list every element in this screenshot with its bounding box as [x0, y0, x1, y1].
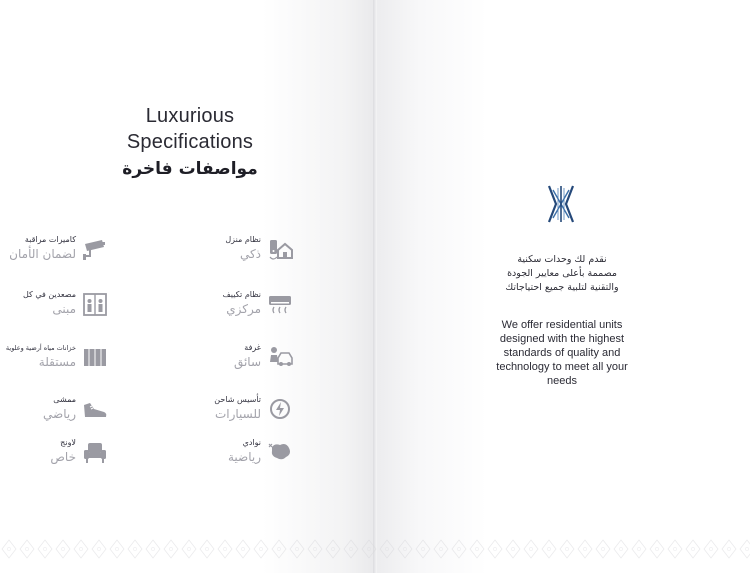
feature-label: كاميرات مراقبة — [24, 235, 76, 244]
feature-walkway — [0, 394, 143, 428]
feature-label: نظام تكييف — [222, 290, 261, 299]
intro-english — [478, 318, 646, 388]
feature-sublabel: لضمان الأمان — [9, 247, 76, 261]
sneaker-icon — [82, 396, 108, 422]
feature-driver-room — [143, 342, 293, 376]
intro-english-line1: We offer residential units — [501, 319, 623, 331]
ev-charger-icon — [267, 396, 293, 422]
feature-sublabel: مبنى — [52, 302, 76, 316]
feature-label: نظام منزل — [225, 235, 261, 244]
heading-english-line1: Luxurious — [145, 105, 235, 127]
intro-english-line4: technology to meet all your — [496, 361, 628, 373]
feature-sublabel: مركزي — [226, 302, 261, 316]
intro-arabic-line2: مصممة بأعلى معايير الجودة — [507, 268, 617, 279]
feature-label: خزانات مياه أرضية وعلوية — [5, 344, 76, 352]
intro-arabic — [478, 253, 646, 295]
heading-arabic: مواصفات فاخرة — [122, 159, 258, 179]
heading-english — [100, 103, 280, 155]
feature-sports-clubs — [143, 437, 293, 471]
feature-label: ممشى — [53, 395, 76, 404]
feature-central-ac — [143, 289, 293, 323]
intro-arabic-line1: نقدم لك وحدات سكنية — [517, 254, 607, 265]
lounge-chair-icon — [82, 439, 108, 465]
heading-english-line2: Specifications — [126, 131, 254, 153]
feature-label: غرفة — [244, 343, 261, 352]
feature-sublabel: للسيارات — [214, 407, 261, 421]
water-tank-icon — [82, 344, 108, 370]
security-camera-icon — [82, 236, 108, 262]
feature-label: نوادي — [242, 438, 261, 447]
feature-sublabel: رياضية — [227, 450, 261, 464]
elevator-icon — [82, 291, 108, 317]
smart-home-icon — [267, 236, 293, 262]
air-conditioner-icon — [267, 291, 293, 317]
driver-car-icon — [267, 344, 293, 370]
intro-english-line3: standards of quality and — [503, 347, 621, 359]
feature-water-tanks — [0, 342, 143, 376]
page-spine — [373, 0, 377, 573]
feature-sublabel: رياضي — [43, 407, 76, 421]
feature-label: تأسيس شاحن — [214, 395, 261, 404]
feature-sublabel: مستقلة — [38, 355, 76, 369]
feature-security-cameras — [0, 234, 143, 268]
brand-logo — [547, 184, 575, 224]
intro-arabic-line3: والتقنية لتلبية جميع احتياجاتك — [505, 282, 619, 293]
feature-private-lounge — [0, 437, 143, 471]
feature-ev-charger — [143, 394, 293, 428]
feature-smart-home — [143, 234, 293, 268]
feature-label: مصعدين في كل — [22, 290, 76, 299]
feature-sublabel: سائق — [233, 355, 261, 369]
feature-elevators — [0, 289, 143, 323]
feature-sublabel: ذكي — [239, 247, 261, 261]
fitness-club-icon — [267, 439, 293, 465]
decorative-pattern-band — [0, 538, 750, 560]
feature-sublabel: خاص — [50, 450, 76, 464]
feature-label: لاونج — [60, 438, 76, 447]
intro-english-line5: needs — [547, 375, 577, 387]
intro-english-line2: designed with the highest — [499, 333, 625, 345]
